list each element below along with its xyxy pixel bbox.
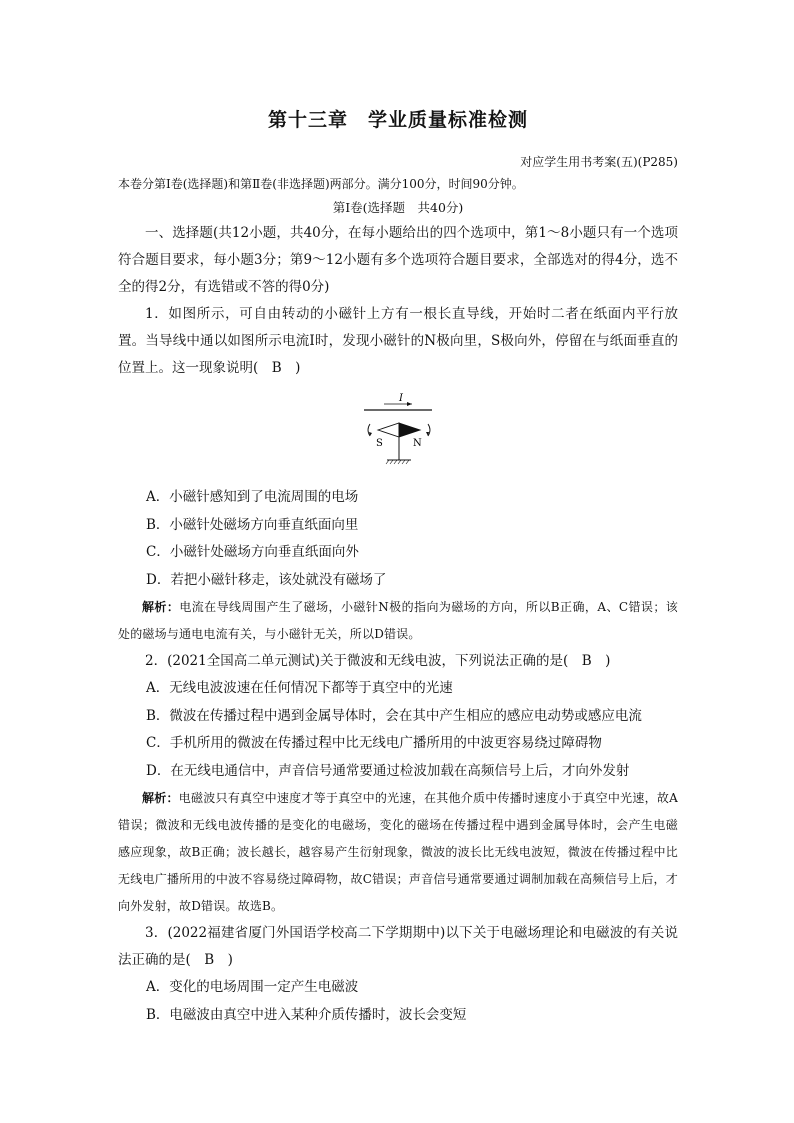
q1-analysis [118, 594, 678, 648]
question-1-stem: 1．如图所示，可自由转动的小磁针上方有一根长直导线，开始时二者在纸面内平行放置。当导线中通以如图所示电流I时，发现小磁针的N极向里，S极向外，停留在与纸面垂直的位置上。这一现象说明( B ) [118, 306, 678, 376]
q1-option-a: A．小磁针感知到了电流周围的电场 [146, 489, 359, 505]
q3-option-a: A．变化的电场周围一定产生电磁波 [146, 979, 359, 995]
exam-intro: 本卷分第Ⅰ卷(选择题)和第Ⅱ卷(非选择题)两部分。满分100分，时间90分钟。 [118, 177, 524, 191]
q1-option-b: B．小磁针处磁场方向垂直纸面向里 [146, 516, 359, 533]
q2-option-a: A．无线电波波速在任何情况下都等于真空中的光速 [146, 680, 453, 696]
q2-option-c: C．手机所用的微波在传播过程中比无线电广播所用的中波更容易绕过障碍物 [146, 735, 602, 751]
document-page [118, 100, 678, 1029]
instructions: 一、选择题(共12小题，共40分，在每小题给出的四个选项中，第1～8小题只有一个选项符合题目要求，每小题3分；第9～12小题有多个选项符合题目要求，全部选对的得4分，选不全的得2分，有选错或不答的得0分) [118, 225, 678, 295]
needle-n-pole [399, 423, 420, 437]
q1-analysis-text: 电流在导线周围产生了磁场，小磁针N极的指向为磁场的方向，所以B正确，A、C错误；该处的磁场与通电电流有关，与小磁针无关，所以D错误。 [118, 600, 678, 641]
q1-option-d: D．若把小磁针移走，该处就没有磁场了 [146, 571, 387, 588]
q1-option-c: C．小磁针处磁场方向垂直纸面向外 [146, 544, 359, 560]
q2-analysis-label: 解析： [142, 791, 179, 805]
needle-s-pole [378, 423, 399, 437]
page-title: 第十三章 学业质量标准检测 [267, 109, 528, 131]
reference-note: 对应学生用书考案(五)(P285) [520, 155, 678, 169]
section-heading: 第Ⅰ卷(选择题 共40分) [332, 200, 464, 215]
magnet-wire-figure [354, 390, 444, 468]
current-label: I [399, 393, 403, 404]
q2-analysis [118, 785, 678, 920]
question-3-stem: 3．(2022福建省厦门外国语学校高二下学期期中)以下关于电磁场理论和电磁波的有关说法正确的是( B ) [118, 925, 678, 968]
question-2-stem: 2．(2021全国高二单元测试)关于微波和无线电波，下列说法正确的是( B ) [145, 653, 611, 669]
s-pole-label: S [376, 438, 383, 449]
q2-option-b: B．微波在传播过程中遇到金属导体时，会在其中产生相应的感应电动势或感应电流 [146, 707, 642, 724]
q2-analysis-text: 电磁波只有真空中速度才等于真空中的光速，在其他介质中传播时速度小于真空中光速，故A错误；微波和无线电波传播的是变化的电磁场，变化的磁场在传播过程中遇到金属导体时，会产生电磁感应现象，故B正确；波长越长，越容易产生衍射现象，微波的波长比无线电波短，微波在传播过程中比无线电广播所用的中波不容易绕过障碍物，故C错误；声音信号通常要通过调制加载在高频信号上后，才向外发射，故D错误。故选B。 [118, 791, 678, 913]
q2-option-d: D．在无线电通信中，声音信号通常要通过检波加载在高频信号上后，才向外发射 [146, 762, 630, 779]
n-pole-label: N [413, 438, 422, 449]
q1-analysis-label: 解析： [142, 600, 180, 614]
q3-option-b: B．电磁波由真空中进入某种介质传播时，波长会变短 [146, 1006, 467, 1023]
